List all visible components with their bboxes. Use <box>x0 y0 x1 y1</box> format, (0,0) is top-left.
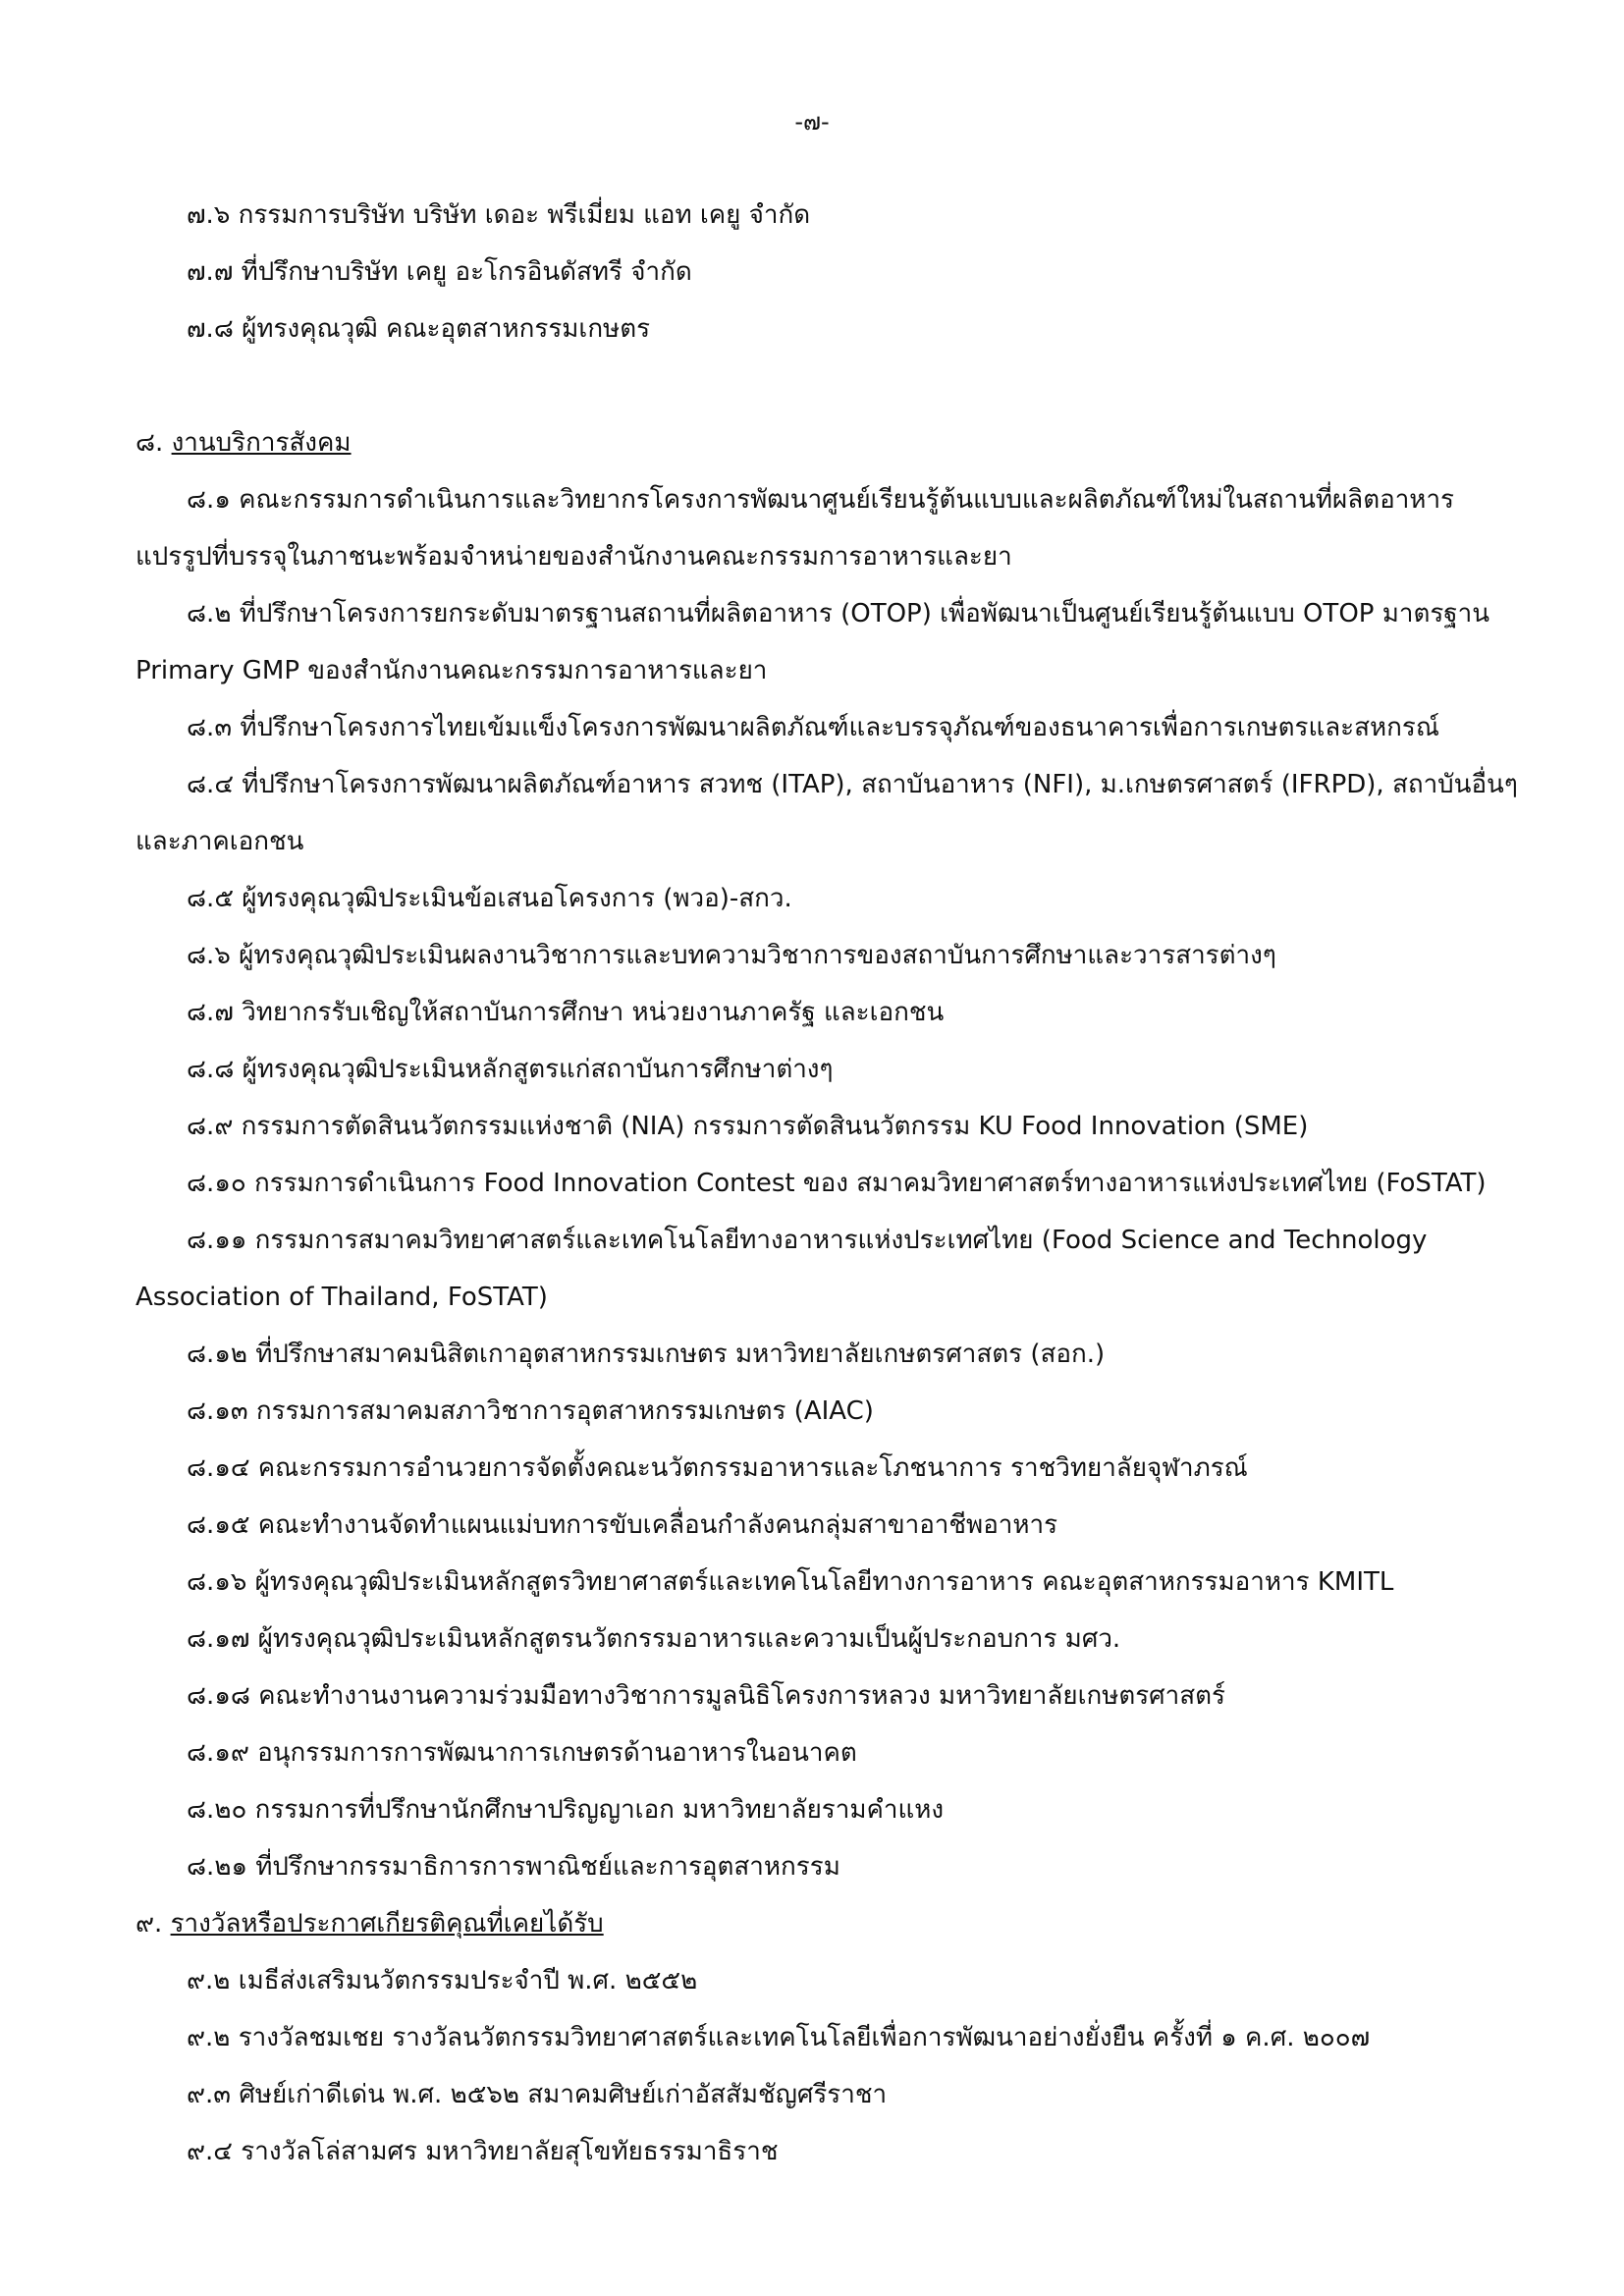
section-heading <box>135 414 1520 471</box>
list-item: ๘.๑๐ กรรมการดำเนินการ Food Innovation Contest ของ สมาคมวิทยาศาสตร์ทางอาหารแห่งประเทศไทย (FoSTAT) <box>187 1169 1487 1198</box>
list-item: ๘.๖ ผู้ทรงคุณวุฒิประเมินผลงานวิชาการและบทความวิชาการของสถาบันการศึกษาและวารสารต่างๆ <box>187 941 1276 970</box>
document-body <box>135 187 1520 2180</box>
section-title: งานบริการสังคม <box>171 428 352 458</box>
list-item: ๘.๙ กรรมการตัดสินนวัตกรรมแห่งชาติ (NIA) กรรมการตัดสินนวัตกรรม KU Food Innovation (SME) <box>187 1112 1309 1141</box>
list-item: ๙.๔ รางวัลโล่สามศร มหาวิทยาลัยสุโขทัยธรรมาธิราช <box>187 2137 779 2166</box>
list-item: ๘.๘ ผู้ทรงคุณวุฒิประเมินหลักสูตรแก่สถาบันการศึกษาต่างๆ <box>187 1055 834 1084</box>
section-number: ๘. <box>135 428 164 458</box>
list-item: ๗.๖ กรรมการบริษัท บริษัท เดอะ พรีเมี่ยม แอท เคยู จำกัด <box>187 200 811 230</box>
list-item: ๗.๘ ผู้ทรงคุณวุฒิ คณะอุตสาหกรรมเกษตร <box>187 314 651 344</box>
list-item: ๘.๑๓ กรรมการสมาคมสภาวิชาการอุตสาหกรรมเกษตร (AIAC) <box>187 1396 874 1426</box>
list-item: ๗.๗ ที่ปรึกษาบริษัท เคยู อะโกรอินดัสทรี จำกัด <box>187 257 692 287</box>
list-item: ๘.๓ ที่ปรึกษาโครงการไทยเข้มแข็งโครงการพัฒนาผลิตภัณฑ์และบรรจุภัณฑ์ของธนาคารเพื่อการเกษตรและสหกรณ์ <box>187 713 1439 742</box>
list-item: ๘.๕ ผู้ทรงคุณวุฒิประเมินข้อเสนอโครงการ (พวอ)-สกว. <box>187 884 792 913</box>
list-item: ๘.๑๔ คณะกรรมการอำนวยการจัดตั้งคณะนวัตกรรมอาหารและโภชนาการ ราชวิทยาลัยจุฬาภรณ์ <box>187 1453 1248 1483</box>
section-number: ๙. <box>135 1909 163 1939</box>
list-item: ๘.๒ ที่ปรึกษาโครงการยกระดับมาตรฐานสถานที่ผลิตอาหาร (OTOP) เพื่อพัฒนาเป็นศูนย์เรียนรู้ต้นแบบ OTOP มาตรฐาน Primary GMP ของสำนักงานคณะกรรมการอาหารและยา <box>135 599 1490 685</box>
list-item: ๘.๑๖ ผู้ทรงคุณวุฒิประเมินหลักสูตรวิทยาศาสตร์และเทคโนโลยีทางการอาหาร คณะอุตสาหกรรมอาหาร KMITL <box>187 1567 1394 1597</box>
list-item: ๘.๒๐ กรรมการที่ปรึกษานักศึกษาปริญญาเอก มหาวิทยาลัยรามคำแหง <box>187 1795 945 1825</box>
list-item: ๘.๒๑ ที่ปรึกษากรรมาธิการการพาณิชย์และการอุตสาหกรรม <box>187 1852 840 1882</box>
list-item: ๘.๑๙ อนุกรรมการการพัฒนาการเกษตรด้านอาหารในอนาคต <box>187 1738 857 1768</box>
spacer <box>135 357 1520 414</box>
list-item: ๙.๓ ศิษย์เก่าดีเด่น พ.ศ. ๒๕๖๒ สมาคมศิษย์เก่าอัสสัมชัญศรีราชา <box>187 2080 888 2109</box>
list-item: ๘.๑๑ กรรมการสมาคมวิทยาศาสตร์และเทคโนโลยีทางอาหารแห่งประเทศไทย (Food Science and Technology Association of Thailand, FoSTAT) <box>135 1226 1428 1312</box>
list-item: ๙.๒ เมธีส่งเสริมนวัตกรรมประจำปี พ.ศ. ๒๕๕๒ <box>187 1966 698 1995</box>
list-item: ๘.๔ ที่ปรึกษาโครงการพัฒนาผลิตภัณฑ์อาหาร สวทช (ITAP), สถาบันอาหาร (NFI), ม.เกษตรศาสตร์ (IFRPD), สถาบันอื่นๆ และภาคเอกชน <box>135 770 1518 856</box>
section-heading <box>135 1895 1520 1952</box>
list-item: ๘.๑ คณะกรรมการดำเนินการและวิทยากรโครงการพัฒนาศูนย์เรียนรู้ต้นแบบและผลิตภัณฑ์ใหม่ในสถานที่ผลิตอาหารแปรรูปที่บรรจุในภาชนะพร้อมจำหน่ายของสำนักงานคณะกรรมการอาหารและยา <box>135 485 1455 572</box>
section-title: รางวัลหรือประกาศเกียรติคุณที่เคยได้รับ <box>170 1909 604 1939</box>
page-number: -๗- <box>794 108 830 136</box>
list-item: ๘.๑๒ ที่ปรึกษาสมาคมนิสิตเกาอุตสาหกรรมเกษตร มหาวิทยาลัยเกษตรศาสตร (สอก.) <box>187 1339 1106 1369</box>
list-item: ๘.๗ วิทยากรรับเชิญให้สถาบันการศึกษา หน่วยงานภาครัฐ และเอกชน <box>187 998 945 1027</box>
list-item: ๘.๑๗ ผู้ทรงคุณวุฒิประเมินหลักสูตรนวัตกรรมอาหารและความเป็นผู้ประกอบการ มศว. <box>187 1624 1121 1654</box>
list-item: ๘.๑๘ คณะทำงานงานความร่วมมือทางวิชาการมูลนิธิโครงการหลวง มหาวิทยาลัยเกษตรศาสตร์ <box>187 1681 1226 1711</box>
list-item: ๙.๒ รางวัลชมเชย รางวัลนวัตกรรมวิทยาศาสตร์และเทคโนโลยีเพื่อการพัฒนาอย่างยั่งยืน ครั้งที่ ๑ ค.ศ. ๒๐๐๗ <box>187 2023 1371 2052</box>
list-item: ๘.๑๕ คณะทำงานจัดทำแผนแม่บทการขับเคลื่อนกำลังคนกลุ่มสาขาอาชีพอาหาร <box>187 1510 1058 1540</box>
